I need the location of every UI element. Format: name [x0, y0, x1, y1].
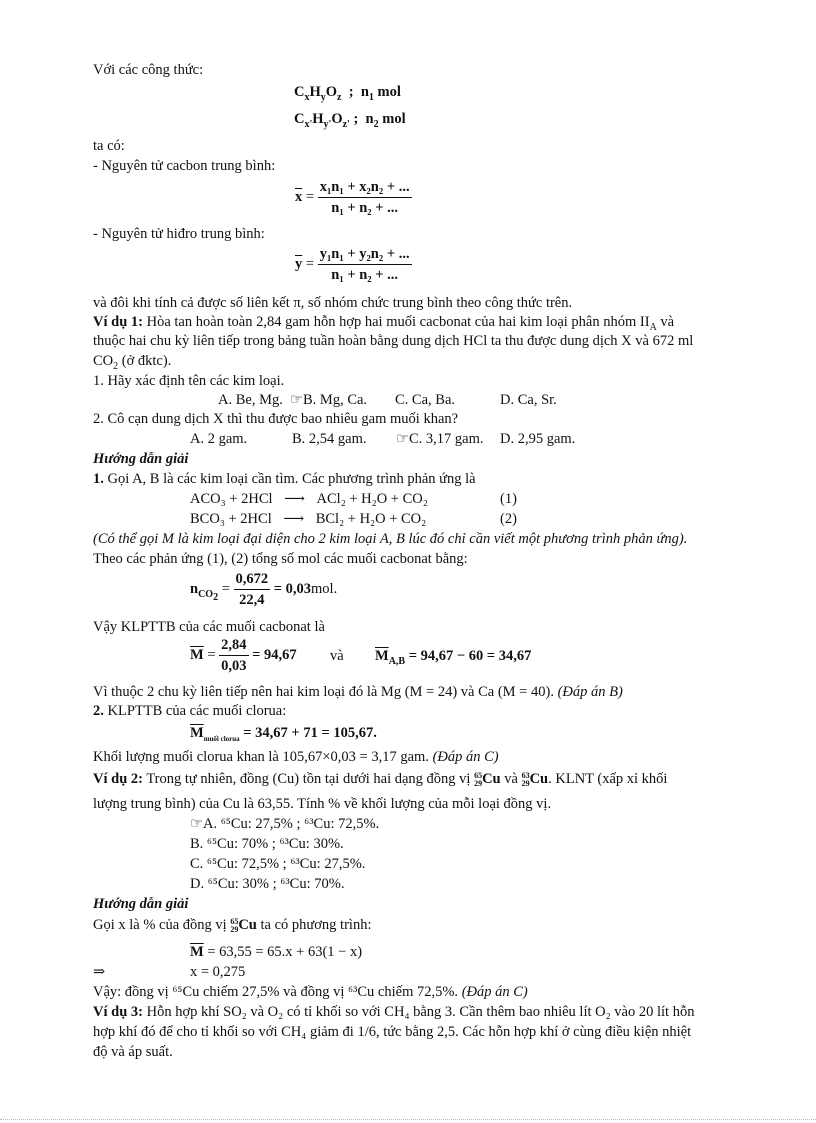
hydro-label: - Nguyên tử hiđro trung bình:	[93, 226, 265, 242]
vd2-opt-d: D. ⁶⁵Cu: 30% ; ⁶³Cu: 70%.	[190, 876, 345, 892]
xbar-formula: $\overline{x}$ = $\frac{\text{x₁n₁ + x₂n₂ + ...}}{\text{n₁ + n₂ + ...}}$	[295, 179, 410, 216]
vd3-line2: hợp khí đó để cho tỉ khối so với CH₄ giảm đi 1/6, tức bằng 2,5. Các hỗn hợp khí ở cùng điều kiện nhiệt	[93, 1024, 692, 1040]
vay-text: Vậy: đồng vị ⁶⁵Cu chiếm 27,5% và đồng vị ⁶³Cu chiếm 72,5%. (Đáp án C)	[93, 984, 528, 1000]
vd1-line2: thuộc hai chu kỳ liên tiếp trong bảng tuần hoàn bằng dung dịch HCl ta thu được dung dịch X và 672 ml	[93, 333, 694, 349]
sum-text: Theo các phản ứng (1), (2) tổng số mol các muối cacbonat bằng:	[93, 551, 468, 567]
vd2-line2: lượng trung bình) của Cu là 63,55. Tính % về khối lượng của mỗi loại đồng vị.	[93, 796, 552, 812]
equation-1: ACO₃ + 2HCl ⟶ ACl₂ + H₂O + CO₂	[190, 491, 428, 507]
q1-opt-b: ☞B. Mg, Ca.	[290, 392, 368, 408]
q1-opt-c: C. Ca, Ba.	[395, 392, 456, 408]
eq1-number: (1)	[500, 491, 517, 507]
hand-icon: ☞	[396, 431, 409, 447]
question-1: 1. Hãy xác định tên các kim loại.	[93, 373, 285, 389]
guide-heading-1: Hướng dẫn giải	[93, 451, 189, 467]
vd2-opt-c: C. ⁶⁵Cu: 72,5% ; ⁶³Cu: 27,5%.	[190, 856, 366, 872]
q1-opt-d: D. Ca, Sr.	[500, 392, 557, 408]
mclo-formula: $\overline{M}_{muối clorua} = 34,67 + 71 = 105,67$.	[190, 725, 377, 743]
q2-opt-d: D. 2,95 gam.	[500, 431, 576, 447]
formula-1: $C_xH_yO_z$ ; $n_1$ mol	[294, 84, 401, 103]
vd3-line1: Ví dụ 3: Hỗn hợp khí SO₂ và O₂ có tỉ khối so với CH₄ bằng 3. Cần thêm bao nhiêu lít O₂ vào 20 lít hỗn	[93, 1004, 695, 1020]
question-2: 2. Cô cạn dung dịch X thì thu được bao nhiêu gam muối khan?	[93, 411, 459, 427]
implies-symbol: ⇒	[93, 964, 106, 980]
q2-opt-b: B. 2,54 gam.	[292, 431, 367, 447]
intro-text: Với các công thức:	[93, 62, 204, 78]
cu-equation: $\overline{M} = 63,55 = 65.x + 63(1 - x)$	[190, 944, 363, 960]
carbon-label: - Nguyên tử cacbon trung bình:	[93, 158, 276, 174]
khoi-text: Khối lượng muối clorua khan là 105,67×0,03 = 3,17 gam. (Đáp án C)	[93, 749, 499, 765]
ta-co: ta có:	[93, 138, 125, 154]
hand-icon: ☞	[190, 816, 203, 832]
vd2-opt-a: ☞A. ⁶⁵Cu: 27,5% ; ⁶³Cu: 72,5%.	[190, 816, 380, 832]
vi-text: Vì thuộc 2 chu kỳ liên tiếp nên hai kim loại đó là Mg (M = 24) và Ca (M = 40). (Đáp án B)	[93, 684, 623, 700]
hand-icon: ☞	[290, 392, 303, 408]
vd3-line3: độ và áp suất.	[93, 1044, 173, 1060]
m-formula: $\overline{M}$ = $\frac{2,84}{0,03}$ = 94,67	[190, 637, 297, 674]
klpttb-1: Vậy KLPTTB của các muối cacbonat là	[93, 619, 325, 635]
step-2: 2. KLPTTB của các muối clorua:	[93, 703, 287, 719]
q2-opt-a: A. 2 gam.	[190, 431, 248, 447]
vd1-line1: Ví dụ 1: Hòa tan hoàn toàn 2,84 gam hỗn hợp hai muối cacbonat của hai kim loại phân nhóm $II_A$ và	[93, 314, 675, 333]
pi-note: và đôi khi tính cả được số liên kết π, số nhóm chức trung bình theo công thức trên.	[93, 295, 573, 311]
nco2-formula: $n_{CO_2}$ = $\frac{0,672}{22,4}$ = 0,03mol.	[190, 571, 338, 608]
vd2-line1: Ví dụ 2: Trong tự nhiên, đồng (Cu) tồn tại dưới hai dạng đồng vị 65 29 Cu và 63 29 Cu. KLNT (xấp xỉ khối	[93, 770, 668, 788]
note-italic: (Có thể gọi M là kim loại đại diện cho 2 kim loại A, B lúc đó chỉ cần viết một phương trình phản ứng).	[93, 531, 688, 547]
guide-heading-2: Hướng dẫn giải	[93, 896, 189, 912]
vd2-opt-b: B. ⁶⁵Cu: 70% ; ⁶³Cu: 30%.	[190, 836, 344, 852]
eq2-number: (2)	[500, 511, 517, 527]
step-1: 1. Gọi A, B là các kim loại cần tìm. Các phương trình phản ứng là	[93, 471, 476, 487]
formula-2: $C_{x'}H_{y'}O_{z'}$ ; $n_2$ mol	[294, 111, 406, 130]
va-text: và	[330, 648, 344, 664]
page-bottom-border	[0, 1119, 816, 1120]
x-result: x = 0,275	[190, 964, 246, 980]
q2-opt-c: ☞C. 3,17 gam.	[396, 431, 484, 447]
goi-x: Gọi x là % của đồng vị 65 29 Cu ta có phương trình:	[93, 916, 372, 934]
equation-2: BCO₃ + 2HCl ⟶ BCl₂ + H₂O + CO₂	[190, 511, 427, 527]
q1-opt-a: A. Be, Mg.	[218, 392, 283, 408]
ybar-formula: $\overline{y}$ = $\frac{\text{y₁n₁ + y₂n₂ + ...}}{\text{n₁ + n₂ + ...}}$	[295, 246, 410, 283]
vd1-line3: $CO_2$ (ở đktc).	[93, 353, 172, 372]
mab-formula: $\overline{M}_{A,B} = 94,67 - 60 = 34,67$	[375, 648, 532, 667]
